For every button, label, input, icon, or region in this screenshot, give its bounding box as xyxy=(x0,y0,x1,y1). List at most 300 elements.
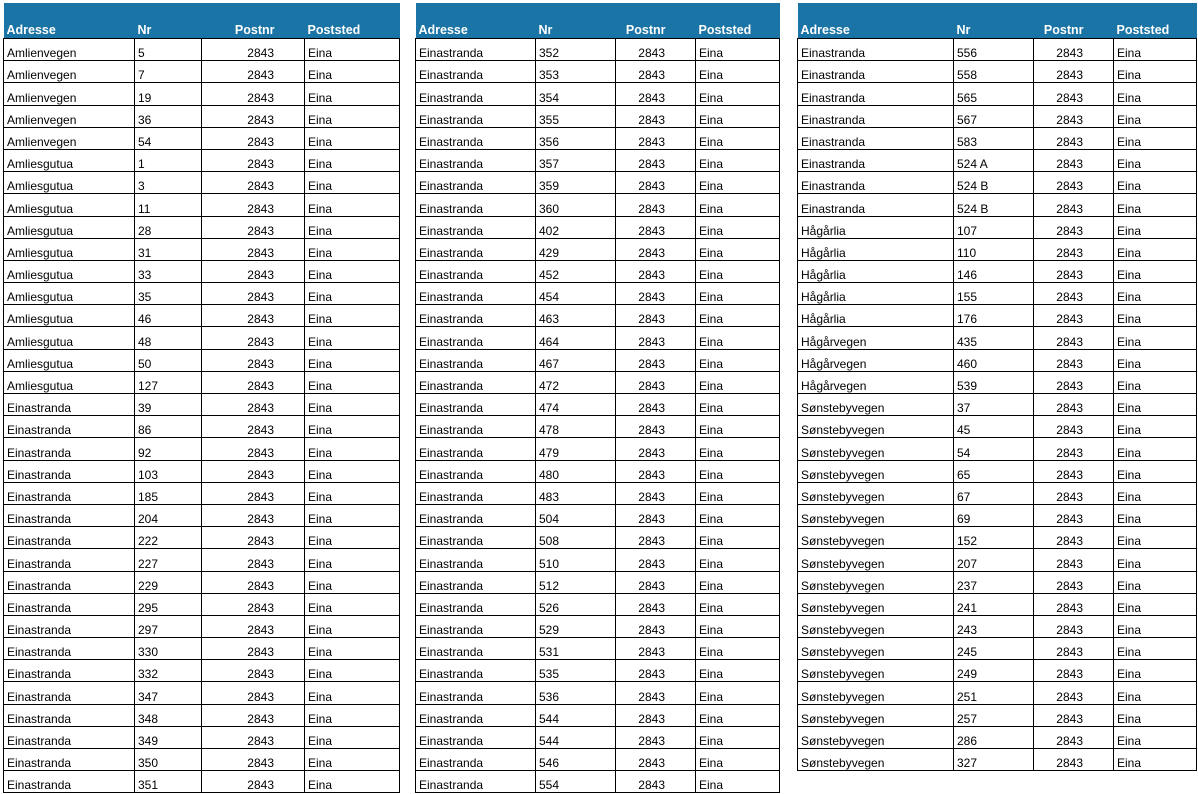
cell-adresse: Sønstebyvegen xyxy=(798,438,954,460)
address-table-2 xyxy=(415,3,780,793)
table-row xyxy=(416,83,780,105)
cell-adresse: Hågårvegen xyxy=(798,371,954,393)
table-row xyxy=(798,61,1197,83)
cell-postnr: 2843 xyxy=(202,749,305,771)
cell-nr: 69 xyxy=(954,504,1034,526)
table-row xyxy=(798,504,1197,526)
cell-nr: 227 xyxy=(135,549,202,571)
cell-nr: 535 xyxy=(536,660,616,682)
cell-postnr: 2843 xyxy=(202,726,305,748)
table-row xyxy=(416,260,780,282)
cell-poststed: Eina xyxy=(1114,660,1197,682)
table-row xyxy=(4,371,400,393)
cell-poststed: Eina xyxy=(305,238,400,260)
table-row xyxy=(416,149,780,171)
cell-adresse: Amlienvegen xyxy=(4,83,135,105)
table-row xyxy=(4,39,400,61)
cell-nr: 526 xyxy=(536,593,616,615)
cell-postnr: 2843 xyxy=(202,172,305,194)
table-row xyxy=(798,615,1197,637)
cell-nr: 360 xyxy=(536,194,616,216)
table-row xyxy=(4,593,400,615)
cell-postnr: 2843 xyxy=(1034,549,1114,571)
cell-poststed: Eina xyxy=(1114,527,1197,549)
cell-postnr: 2843 xyxy=(1034,438,1114,460)
table-row xyxy=(798,127,1197,149)
cell-postnr: 2843 xyxy=(202,305,305,327)
cell-nr: 257 xyxy=(954,704,1034,726)
cell-postnr: 2843 xyxy=(1034,504,1114,526)
cell-nr: 460 xyxy=(954,349,1034,371)
cell-poststed: Eina xyxy=(1114,571,1197,593)
cell-poststed: Eina xyxy=(1114,349,1197,371)
cell-postnr: 2843 xyxy=(616,283,696,305)
table-row xyxy=(798,305,1197,327)
cell-adresse: Einastranda xyxy=(416,83,536,105)
cell-nr: 67 xyxy=(954,482,1034,504)
table-row xyxy=(416,172,780,194)
cell-nr: 546 xyxy=(536,749,616,771)
cell-nr: 127 xyxy=(135,371,202,393)
cell-postnr: 2843 xyxy=(1034,704,1114,726)
cell-postnr: 2843 xyxy=(616,127,696,149)
table-row xyxy=(416,283,780,305)
table-row xyxy=(798,638,1197,660)
cell-adresse: Einastranda xyxy=(416,127,536,149)
cell-poststed: Eina xyxy=(1114,482,1197,504)
table-row xyxy=(798,349,1197,371)
cell-adresse: Einastranda xyxy=(4,527,135,549)
cell-postnr: 2843 xyxy=(616,593,696,615)
cell-adresse: Sønstebyvegen xyxy=(798,704,954,726)
cell-adresse: Einastranda xyxy=(416,283,536,305)
cell-nr: 536 xyxy=(536,682,616,704)
cell-postnr: 2843 xyxy=(1034,726,1114,748)
cell-postnr: 2843 xyxy=(1034,660,1114,682)
cell-nr: 204 xyxy=(135,504,202,526)
cell-postnr: 2843 xyxy=(202,571,305,593)
cell-postnr: 2843 xyxy=(616,83,696,105)
cell-nr: 351 xyxy=(135,771,202,793)
table-row xyxy=(4,615,400,637)
cell-postnr: 2843 xyxy=(1034,460,1114,482)
cell-nr: 86 xyxy=(135,416,202,438)
cell-nr: 354 xyxy=(536,83,616,105)
cell-nr: 251 xyxy=(954,682,1034,704)
table-row xyxy=(798,149,1197,171)
cell-poststed: Eina xyxy=(1114,172,1197,194)
cell-nr: 31 xyxy=(135,238,202,260)
cell-nr: 237 xyxy=(954,571,1034,593)
cell-adresse: Einastranda xyxy=(4,771,135,793)
cell-postnr: 2843 xyxy=(202,39,305,61)
cell-postnr: 2843 xyxy=(1034,638,1114,660)
cell-poststed: Eina xyxy=(1114,549,1197,571)
cell-poststed: Eina xyxy=(696,194,780,216)
cell-adresse: Einastranda xyxy=(416,749,536,771)
cell-adresse: Einastranda xyxy=(416,216,536,238)
cell-poststed: Eina xyxy=(696,615,780,637)
cell-poststed: Eina xyxy=(305,704,400,726)
cell-postnr: 2843 xyxy=(1034,127,1114,149)
cell-nr: 3 xyxy=(135,172,202,194)
table-row xyxy=(798,194,1197,216)
cell-adresse: Einastranda xyxy=(416,571,536,593)
cell-adresse: Einastranda xyxy=(4,394,135,416)
cell-adresse: Hågårvegen xyxy=(798,349,954,371)
table-row xyxy=(798,571,1197,593)
cell-nr: 33 xyxy=(135,260,202,282)
cell-poststed: Eina xyxy=(1114,615,1197,637)
table-row xyxy=(4,571,400,593)
table-row xyxy=(798,283,1197,305)
cell-nr: 359 xyxy=(536,172,616,194)
cell-adresse: Einastranda xyxy=(416,660,536,682)
table-row xyxy=(798,549,1197,571)
cell-postnr: 2843 xyxy=(1034,105,1114,127)
table-row xyxy=(416,660,780,682)
cell-poststed: Eina xyxy=(1114,726,1197,748)
cell-adresse: Einastranda xyxy=(4,682,135,704)
cell-postnr: 2843 xyxy=(202,593,305,615)
cell-poststed: Eina xyxy=(696,283,780,305)
table-row xyxy=(416,238,780,260)
cell-nr: 286 xyxy=(954,726,1034,748)
cell-poststed: Eina xyxy=(1114,39,1197,61)
cell-poststed: Eina xyxy=(1114,194,1197,216)
cell-poststed: Eina xyxy=(1114,61,1197,83)
cell-nr: 510 xyxy=(536,549,616,571)
cell-adresse: Einastranda xyxy=(4,749,135,771)
cell-poststed: Eina xyxy=(696,349,780,371)
cell-nr: 295 xyxy=(135,593,202,615)
cell-adresse: Amlienvegen xyxy=(4,105,135,127)
cell-postnr: 2843 xyxy=(616,61,696,83)
cell-postnr: 2843 xyxy=(1034,482,1114,504)
cell-poststed: Eina xyxy=(1114,216,1197,238)
cell-nr: 103 xyxy=(135,460,202,482)
cell-adresse: Sønstebyvegen xyxy=(798,660,954,682)
cell-postnr: 2843 xyxy=(616,260,696,282)
cell-postnr: 2843 xyxy=(616,371,696,393)
cell-poststed: Eina xyxy=(696,327,780,349)
table-row xyxy=(798,593,1197,615)
table-row xyxy=(416,527,780,549)
cell-poststed: Eina xyxy=(305,615,400,637)
cell-adresse: Hågårvegen xyxy=(798,327,954,349)
table-row xyxy=(4,482,400,504)
cell-postnr: 2843 xyxy=(616,438,696,460)
cell-nr: 5 xyxy=(135,39,202,61)
cell-adresse: Einastranda xyxy=(416,704,536,726)
table-row xyxy=(416,682,780,704)
cell-nr: 146 xyxy=(954,260,1034,282)
cell-nr: 19 xyxy=(135,83,202,105)
cell-postnr: 2843 xyxy=(1034,327,1114,349)
cell-poststed: Eina xyxy=(696,438,780,460)
cell-postnr: 2843 xyxy=(1034,682,1114,704)
cell-nr: 429 xyxy=(536,238,616,260)
cell-adresse: Einastranda xyxy=(416,527,536,549)
cell-nr: 155 xyxy=(954,283,1034,305)
cell-postnr: 2843 xyxy=(616,482,696,504)
cell-postnr: 2843 xyxy=(616,105,696,127)
table-row xyxy=(416,216,780,238)
cell-postnr: 2843 xyxy=(1034,216,1114,238)
table-row xyxy=(416,504,780,526)
cell-nr: 185 xyxy=(135,482,202,504)
table-row xyxy=(416,726,780,748)
cell-poststed: Eina xyxy=(305,504,400,526)
cell-adresse: Einastranda xyxy=(416,238,536,260)
table-row xyxy=(4,238,400,260)
cell-poststed: Eina xyxy=(1114,593,1197,615)
cell-poststed: Eina xyxy=(696,216,780,238)
cell-adresse: Sønstebyvegen xyxy=(798,682,954,704)
cell-adresse: Einastranda xyxy=(4,482,135,504)
cell-poststed: Eina xyxy=(305,438,400,460)
header-poststed: Poststed xyxy=(1114,3,1197,39)
table-row xyxy=(416,549,780,571)
cell-poststed: Eina xyxy=(1114,327,1197,349)
cell-adresse: Einastranda xyxy=(416,416,536,438)
cell-postnr: 2843 xyxy=(202,283,305,305)
table-row xyxy=(798,371,1197,393)
cell-adresse: Einastranda xyxy=(416,482,536,504)
cell-postnr: 2843 xyxy=(202,61,305,83)
cell-adresse: Hågårlia xyxy=(798,260,954,282)
cell-adresse: Einastranda xyxy=(416,726,536,748)
cell-nr: 565 xyxy=(954,83,1034,105)
cell-poststed: Eina xyxy=(696,39,780,61)
cell-adresse: Sønstebyvegen xyxy=(798,416,954,438)
cell-nr: 48 xyxy=(135,327,202,349)
table-row xyxy=(4,416,400,438)
cell-poststed: Eina xyxy=(696,527,780,549)
header-postnr: Postnr xyxy=(202,3,305,39)
cell-postnr: 2843 xyxy=(202,660,305,682)
cell-adresse: Sønstebyvegen xyxy=(798,593,954,615)
cell-nr: 512 xyxy=(536,571,616,593)
address-table-1 xyxy=(3,3,400,793)
cell-nr: 556 xyxy=(954,39,1034,61)
cell-poststed: Eina xyxy=(696,149,780,171)
cell-adresse: Einastranda xyxy=(4,416,135,438)
cell-postnr: 2843 xyxy=(202,371,305,393)
table-row xyxy=(4,749,400,771)
cell-poststed: Eina xyxy=(305,349,400,371)
cell-postnr: 2843 xyxy=(202,549,305,571)
cell-poststed: Eina xyxy=(696,238,780,260)
table-row xyxy=(416,615,780,637)
table-row xyxy=(416,61,780,83)
cell-postnr: 2843 xyxy=(202,260,305,282)
cell-adresse: Sønstebyvegen xyxy=(798,549,954,571)
cell-nr: 352 xyxy=(536,39,616,61)
cell-postnr: 2843 xyxy=(616,571,696,593)
cell-nr: 54 xyxy=(135,127,202,149)
cell-poststed: Eina xyxy=(305,660,400,682)
table-row xyxy=(4,149,400,171)
cell-nr: 554 xyxy=(536,771,616,793)
cell-nr: 249 xyxy=(954,660,1034,682)
cell-nr: 356 xyxy=(536,127,616,149)
cell-nr: 463 xyxy=(536,305,616,327)
cell-adresse: Amliesgutua xyxy=(4,349,135,371)
cell-nr: 567 xyxy=(954,105,1034,127)
cell-poststed: Eina xyxy=(305,571,400,593)
header-nr: Nr xyxy=(536,3,616,39)
table-row xyxy=(798,460,1197,482)
cell-poststed: Eina xyxy=(1114,394,1197,416)
cell-adresse: Sønstebyvegen xyxy=(798,482,954,504)
cell-postnr: 2843 xyxy=(202,438,305,460)
cell-poststed: Eina xyxy=(305,726,400,748)
table-row xyxy=(416,571,780,593)
cell-adresse: Einastranda xyxy=(416,615,536,637)
cell-nr: 402 xyxy=(536,216,616,238)
cell-adresse: Einastranda xyxy=(798,61,954,83)
table-row xyxy=(4,704,400,726)
cell-adresse: Einastranda xyxy=(416,638,536,660)
cell-adresse: Einastranda xyxy=(4,726,135,748)
cell-adresse: Amliesgutua xyxy=(4,371,135,393)
cell-postnr: 2843 xyxy=(616,39,696,61)
cell-postnr: 2843 xyxy=(1034,371,1114,393)
cell-postnr: 2843 xyxy=(202,504,305,526)
cell-adresse: Einastranda xyxy=(798,127,954,149)
cell-poststed: Eina xyxy=(305,260,400,282)
cell-poststed: Eina xyxy=(1114,416,1197,438)
cell-adresse: Einastranda xyxy=(416,460,536,482)
cell-poststed: Eina xyxy=(305,416,400,438)
cell-postnr: 2843 xyxy=(202,460,305,482)
cell-postnr: 2843 xyxy=(616,172,696,194)
table-row xyxy=(416,349,780,371)
cell-nr: 28 xyxy=(135,216,202,238)
cell-adresse: Einastranda xyxy=(798,172,954,194)
cell-postnr: 2843 xyxy=(616,682,696,704)
cell-nr: 35 xyxy=(135,283,202,305)
cell-postnr: 2843 xyxy=(616,749,696,771)
table-row xyxy=(4,172,400,194)
table-row xyxy=(4,327,400,349)
table-row xyxy=(416,127,780,149)
table-row xyxy=(4,394,400,416)
cell-adresse: Einastranda xyxy=(416,593,536,615)
header-nr: Nr xyxy=(135,3,202,39)
cell-postnr: 2843 xyxy=(1034,39,1114,61)
table-row xyxy=(4,61,400,83)
cell-nr: 349 xyxy=(135,726,202,748)
cell-postnr: 2843 xyxy=(1034,416,1114,438)
cell-nr: 243 xyxy=(954,615,1034,637)
cell-poststed: Eina xyxy=(1114,504,1197,526)
cell-nr: 467 xyxy=(536,349,616,371)
cell-adresse: Einastranda xyxy=(416,105,536,127)
cell-postnr: 2843 xyxy=(202,482,305,504)
cell-poststed: Eina xyxy=(305,83,400,105)
cell-nr: 110 xyxy=(954,238,1034,260)
cell-postnr: 2843 xyxy=(1034,349,1114,371)
table-row xyxy=(416,593,780,615)
cell-adresse: Einastranda xyxy=(416,771,536,793)
cell-nr: 472 xyxy=(536,371,616,393)
cell-nr: 50 xyxy=(135,349,202,371)
cell-postnr: 2843 xyxy=(616,504,696,526)
table-row xyxy=(416,771,780,793)
cell-adresse: Amlienvegen xyxy=(4,61,135,83)
cell-nr: 504 xyxy=(536,504,616,526)
cell-poststed: Eina xyxy=(1114,371,1197,393)
cell-postnr: 2843 xyxy=(202,327,305,349)
cell-adresse: Einastranda xyxy=(798,149,954,171)
cell-adresse: Einastranda xyxy=(416,305,536,327)
cell-postnr: 2843 xyxy=(1034,394,1114,416)
cell-poststed: Eina xyxy=(305,194,400,216)
cell-adresse: Einastranda xyxy=(4,549,135,571)
cell-nr: 529 xyxy=(536,615,616,637)
cell-poststed: Eina xyxy=(696,660,780,682)
cell-poststed: Eina xyxy=(305,527,400,549)
cell-poststed: Eina xyxy=(305,638,400,660)
cell-adresse: Hågårlia xyxy=(798,216,954,238)
cell-poststed: Eina xyxy=(1114,749,1197,771)
cell-adresse: Einastranda xyxy=(416,194,536,216)
table-row xyxy=(798,238,1197,260)
cell-postnr: 2843 xyxy=(616,416,696,438)
table-row xyxy=(416,305,780,327)
cell-adresse: Einastranda xyxy=(416,260,536,282)
cell-adresse: Amliesgutua xyxy=(4,194,135,216)
cell-adresse: Einastranda xyxy=(4,638,135,660)
cell-adresse: Einastranda xyxy=(416,149,536,171)
cell-adresse: Sønstebyvegen xyxy=(798,638,954,660)
cell-nr: 350 xyxy=(135,749,202,771)
cell-poststed: Eina xyxy=(1114,83,1197,105)
cell-adresse: Einastranda xyxy=(798,105,954,127)
cell-postnr: 2843 xyxy=(202,638,305,660)
cell-adresse: Einastranda xyxy=(4,571,135,593)
cell-nr: 583 xyxy=(954,127,1034,149)
cell-adresse: Einastranda xyxy=(4,615,135,637)
cell-nr: 245 xyxy=(954,638,1034,660)
cell-nr: 435 xyxy=(954,327,1034,349)
cell-postnr: 2843 xyxy=(202,127,305,149)
table-row xyxy=(416,105,780,127)
table-row xyxy=(4,438,400,460)
cell-nr: 478 xyxy=(536,416,616,438)
table-row xyxy=(4,216,400,238)
cell-poststed: Eina xyxy=(1114,283,1197,305)
cell-adresse: Sønstebyvegen xyxy=(798,460,954,482)
cell-postnr: 2843 xyxy=(202,682,305,704)
cell-adresse: Einastranda xyxy=(798,83,954,105)
cell-nr: 46 xyxy=(135,305,202,327)
cell-postnr: 2843 xyxy=(202,416,305,438)
table-row xyxy=(416,39,780,61)
cell-poststed: Eina xyxy=(696,571,780,593)
cell-nr: 483 xyxy=(536,482,616,504)
table-row xyxy=(798,105,1197,127)
table-header-row xyxy=(798,3,1197,39)
table-row xyxy=(798,172,1197,194)
cell-poststed: Eina xyxy=(696,638,780,660)
table-row xyxy=(4,283,400,305)
cell-poststed: Eina xyxy=(305,327,400,349)
cell-poststed: Eina xyxy=(305,61,400,83)
cell-adresse: Hågårlia xyxy=(798,305,954,327)
